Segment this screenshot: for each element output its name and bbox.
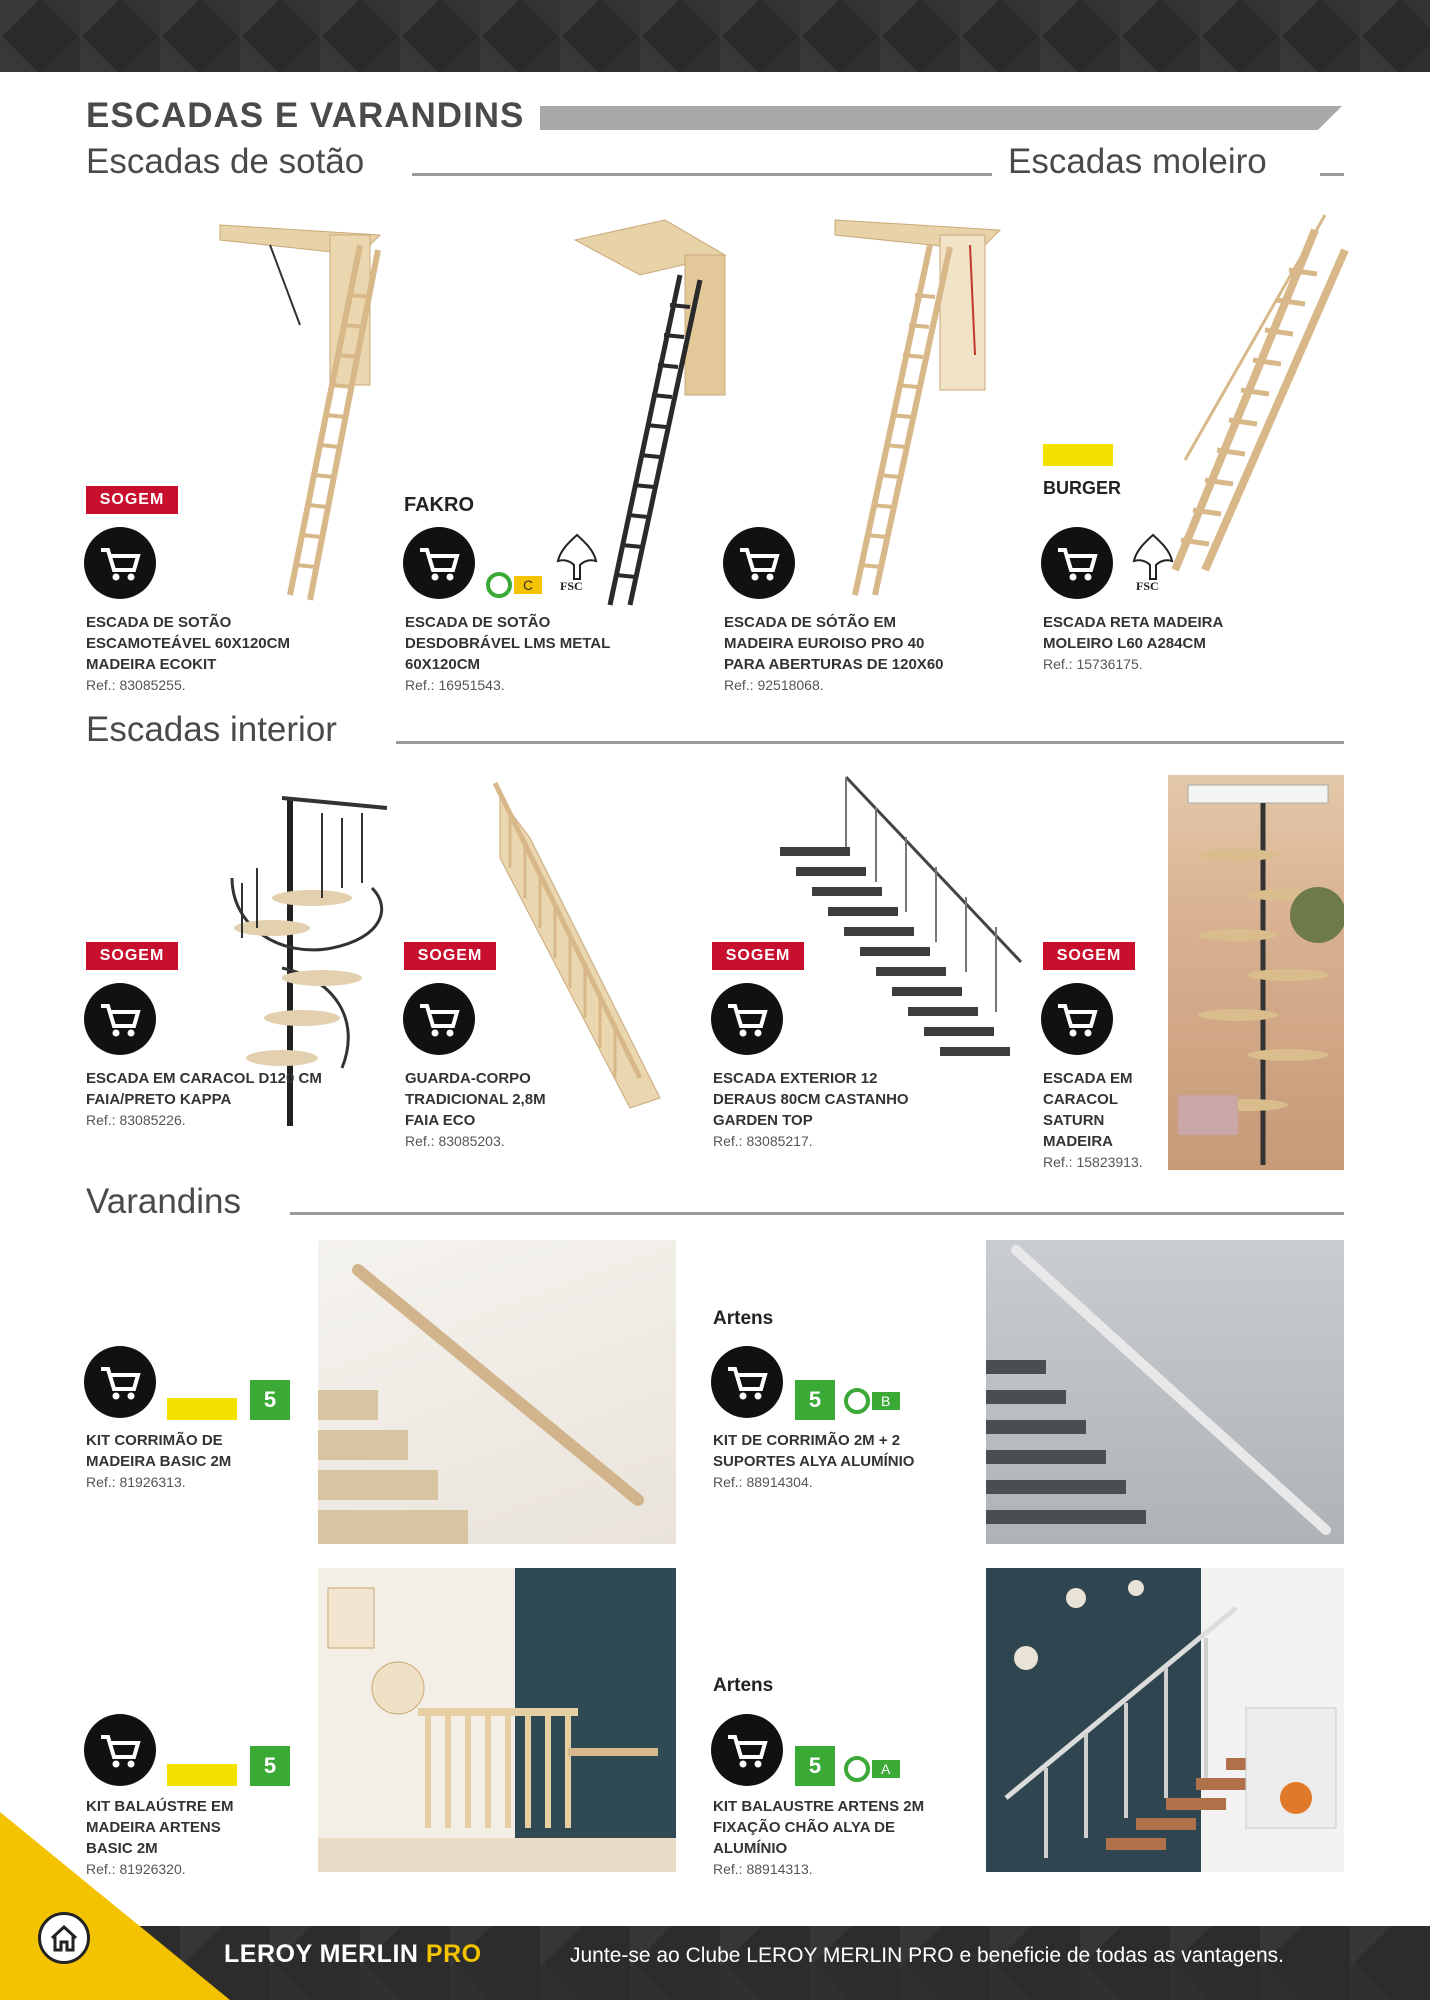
cart-icon (738, 544, 780, 582)
attic-ladder-wood-image (210, 215, 390, 605)
wood-handrail-photo (318, 1240, 676, 1544)
price-badge (167, 1398, 237, 1420)
section-title-moleiro: Escadas moleiro (1008, 142, 1267, 181)
attic-ladder-euroiso-image (830, 215, 1010, 600)
add-to-cart-button[interactable] (403, 983, 475, 1055)
section-title-varandins: Varandins (86, 1182, 242, 1221)
section-rule (396, 741, 1344, 744)
warranty-badge: 5 (250, 1746, 290, 1786)
brand-logo-sogem: SOGEM (86, 486, 178, 514)
warranty-badge: 5 (795, 1746, 835, 1786)
title-decoration-bar (540, 106, 1342, 130)
add-to-cart-button[interactable] (84, 1714, 156, 1786)
svg-text:A: A (881, 1761, 891, 1777)
home-icon (49, 1924, 79, 1952)
product-card (713, 1796, 933, 1879)
product-ref: Ref.: 16951543. (405, 677, 505, 693)
cart-icon (418, 544, 460, 582)
price-badge (1043, 444, 1113, 466)
fsc-icon (1126, 533, 1180, 591)
svg-text:FSC: FSC (1136, 579, 1159, 591)
product-name: ESCADA DE SOTÃO ESCAMOTEÁVEL 60X120CM MADEIRA ECOKIT (86, 614, 290, 673)
svg-text:B: B (881, 1393, 891, 1409)
warranty-badge: 5 (250, 1380, 290, 1420)
product-card (724, 612, 964, 695)
aluminium-balustrade-drawing (986, 1568, 1344, 1872)
brand-logo-sogem: SOGEM (1043, 942, 1135, 970)
product-name: KIT CORRIMÃO DE MADEIRA BASIC 2M (86, 1432, 232, 1470)
product-ref: Ref.: 83085217. (713, 1133, 813, 1149)
section-rule (290, 1212, 1344, 1215)
add-to-cart-button[interactable] (723, 527, 795, 599)
energy-class-badge (486, 572, 546, 598)
product-name: GUARDA-CORPO TRADICIONAL 2,8M FAIA ECO (405, 1070, 546, 1129)
aluminium-handrail-drawing (986, 1240, 1344, 1544)
add-to-cart-button[interactable] (711, 983, 783, 1055)
svg-text:C: C (523, 577, 534, 593)
product-ref: Ref.: 88914304. (713, 1474, 813, 1490)
product-card (405, 612, 645, 695)
exterior-stair-image (776, 772, 1026, 1072)
product-name: ESCADA RETA MADEIRA MOLEIRO L60 A284CM (1043, 614, 1223, 652)
product-card (86, 1068, 326, 1130)
product-ref: Ref.: 83085203. (405, 1133, 505, 1149)
footer-logo-pro: PRO (425, 1940, 482, 1968)
product-name: ESCADA EM CARACOL SATURN MADEIRA (1043, 1070, 1133, 1150)
wood-handrail-drawing (318, 1240, 676, 1544)
add-to-cart-button[interactable] (403, 527, 475, 599)
section-rule (1320, 173, 1344, 176)
product-card (713, 1068, 943, 1151)
warranty-badge: 5 (795, 1380, 835, 1420)
cart-icon (1056, 544, 1098, 582)
product-name: KIT DE CORRIMÃO 2M + 2 SUPORTES ALYA ALUMÍNIO (713, 1432, 915, 1470)
brand-logo-sogem: SOGEM (712, 942, 804, 970)
aluminium-balustrade-photo (986, 1568, 1344, 1872)
section-title-interior: Escadas interior (86, 710, 337, 749)
brand-logo-sogem: SOGEM (86, 942, 178, 970)
add-to-cart-button[interactable] (84, 527, 156, 599)
product-ref: Ref.: 83085255. (86, 677, 186, 693)
product-name: KIT BALAUSTRE ARTENS 2M FIXAÇÃO CHÃO ALYA DE ALUMÍNIO (713, 1798, 925, 1857)
brand-logo-artens: Artens (713, 1675, 774, 1696)
add-to-cart-button[interactable] (1041, 983, 1113, 1055)
cart-icon (726, 1731, 768, 1769)
wood-balustrade-drawing (318, 1568, 676, 1872)
cart-icon (726, 1000, 768, 1038)
straight-stair-guardrail-image (490, 778, 670, 1113)
product-ref: Ref.: 15823913. (1043, 1154, 1143, 1170)
miller-stair-image (1165, 210, 1350, 580)
product-name: ESCADA DE SOTÃO DESDOBRÁVEL LMS METAL 60X120CM (405, 614, 611, 673)
section-rule (412, 173, 992, 176)
wood-balustrade-photo (318, 1568, 676, 1872)
product-card (1043, 1068, 1173, 1172)
cart-icon (1056, 1000, 1098, 1038)
aluminium-handrail-photo (986, 1240, 1344, 1544)
cart-icon (99, 1363, 141, 1401)
add-to-cart-button[interactable] (711, 1346, 783, 1418)
product-name: KIT BALAÚSTRE EM MADEIRA ARTENS BASIC 2M (86, 1798, 234, 1857)
product-card (86, 1796, 266, 1879)
footer-logo (224, 1940, 482, 1969)
product-card (713, 1430, 953, 1492)
add-to-cart-button[interactable] (711, 1714, 783, 1786)
spiral-stair-saturn-drawing (1168, 775, 1344, 1170)
product-ref: Ref.: 81926320. (86, 1861, 186, 1877)
product-ref: Ref.: 88914313. (713, 1861, 813, 1877)
brand-logo-sogem: SOGEM (404, 942, 496, 970)
product-ref: Ref.: 15736175. (1043, 656, 1143, 672)
product-card (86, 612, 326, 695)
top-banner (0, 0, 1430, 72)
product-card (1043, 612, 1283, 674)
brand-logo-artens: Artens (713, 1308, 774, 1329)
brand-logo-burger: BURGER (1043, 478, 1122, 498)
cart-icon (99, 1000, 141, 1038)
footer-slogan: Junte-se ao Clube LEROY MERLIN PRO e beneficie de todas as vantagens. (570, 1944, 1285, 1967)
fsc-icon (550, 533, 604, 591)
brand-logo-fakro: FAKRO (404, 494, 474, 516)
product-name: ESCADA DE SÓTÃO EM MADEIRA EUROISO PRO 40 PARA ABERTURAS DE 120X60 (724, 614, 944, 673)
section-title-sotao: Escadas de sotão (86, 142, 365, 181)
footer-logo-main: LEROY MERLIN (224, 1940, 419, 1968)
product-ref: Ref.: 83085226. (86, 1112, 186, 1128)
cart-icon (726, 1363, 768, 1401)
product-card (405, 1068, 555, 1151)
price-badge (167, 1764, 237, 1786)
product-ref: Ref.: 81926313. (86, 1474, 186, 1490)
energy-class-badge (844, 1388, 904, 1414)
add-to-cart-button[interactable] (84, 1346, 156, 1418)
svg-text:FSC: FSC (560, 579, 583, 591)
energy-class-badge (844, 1756, 904, 1782)
product-card (86, 1430, 286, 1492)
cart-icon (99, 1731, 141, 1769)
page-title: ESCADAS E VARANDINS (86, 96, 525, 135)
cart-icon (418, 1000, 460, 1038)
cart-icon (99, 544, 141, 582)
product-ref: Ref.: 92518068. (724, 677, 824, 693)
add-to-cart-button[interactable] (1041, 527, 1113, 599)
product-name: ESCADA EM CARACOL D120 CM FAIA/PRETO KAPPA (86, 1070, 322, 1108)
home-button[interactable] (38, 1912, 90, 1964)
product-name: ESCADA EXTERIOR 12 DERAUS 80CM CASTANHO GARDEN TOP (713, 1070, 909, 1129)
spiral-stair-saturn-photo (1168, 775, 1344, 1170)
add-to-cart-button[interactable] (84, 983, 156, 1055)
